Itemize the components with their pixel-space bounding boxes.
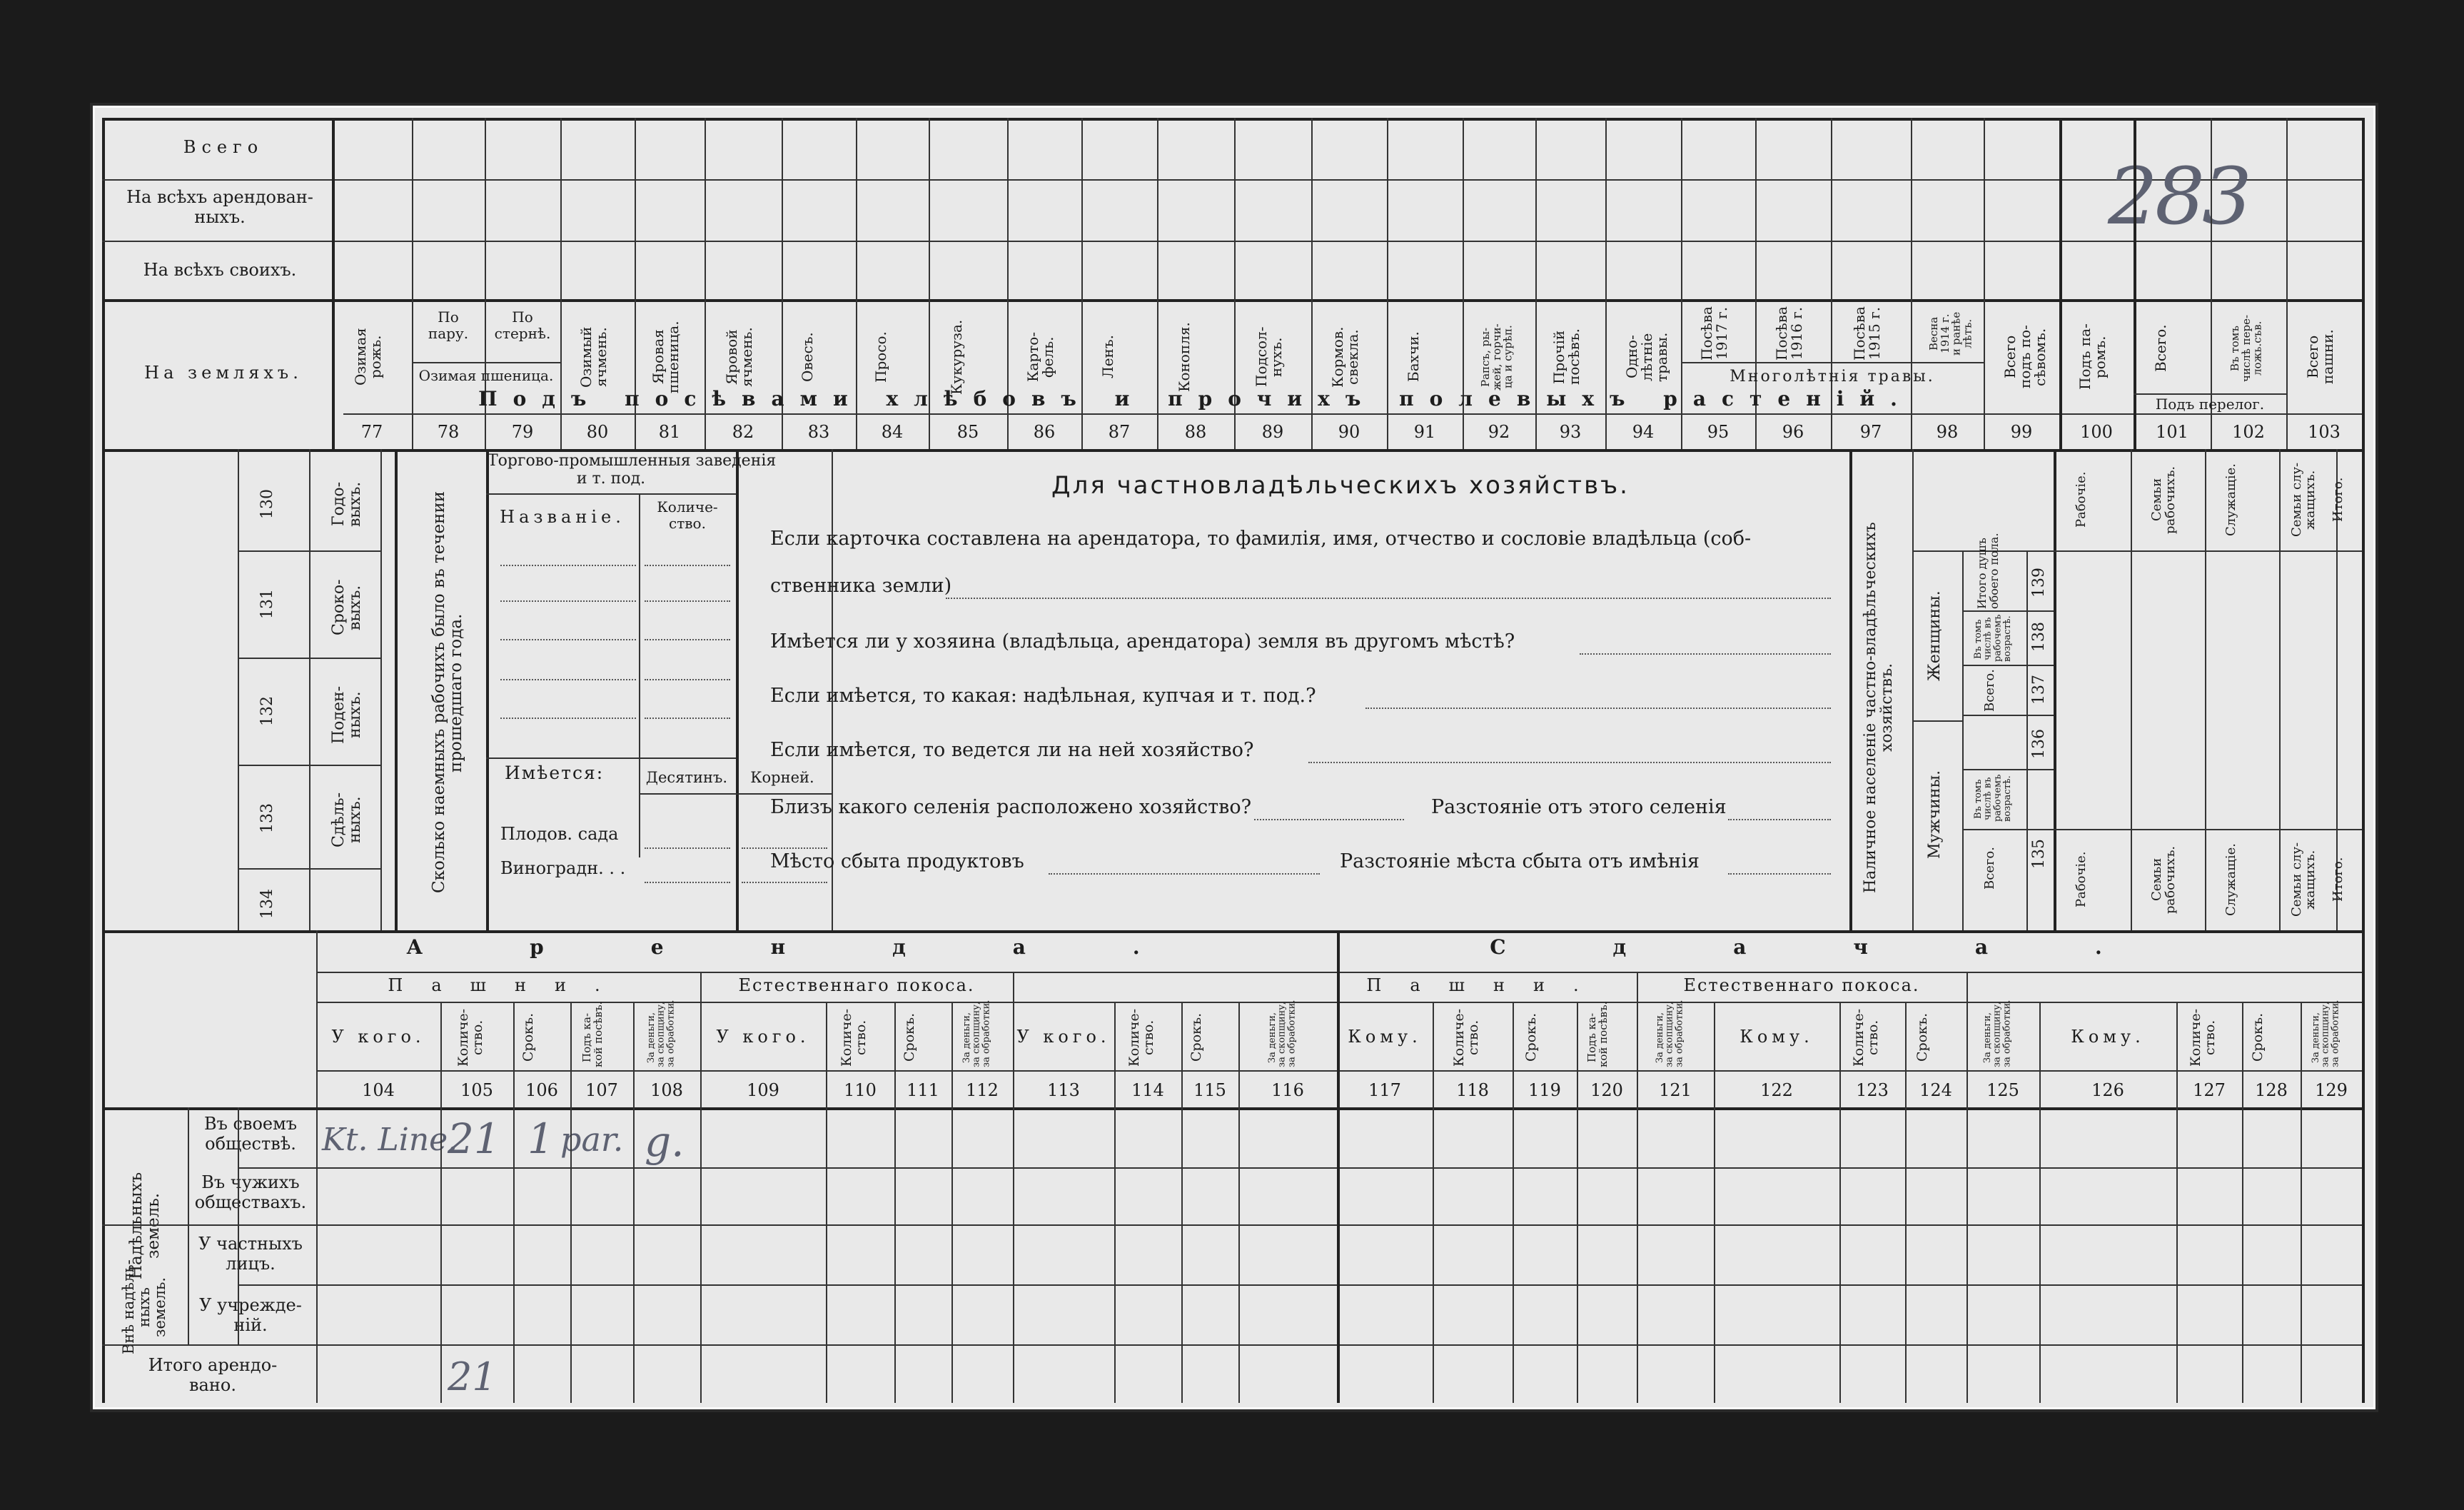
col-header-85: Кукуруза. xyxy=(948,319,965,395)
col-header-93: Прочій посѣвъ. xyxy=(1550,328,1582,386)
col-header-95: Посѣва 1917 г. xyxy=(1698,306,1730,361)
row-institutions: У учрежде- ній. xyxy=(199,1295,302,1335)
right-bottom-header-3: Семьи слу- жащихъ. xyxy=(2289,842,2318,917)
lease-col-number-127: 127 xyxy=(2193,1080,2226,1100)
distance-village-label: Разстояніе отъ этого селенія xyxy=(1431,796,1727,818)
col-header-88: Конопля. xyxy=(1176,322,1193,392)
workers-caption: Сколько наемныхъ рабочихъ было въ течении прошедшаго года. xyxy=(430,490,466,893)
col-number-89: 89 xyxy=(1261,422,1284,442)
lease-col-number-106: 106 xyxy=(525,1080,558,1100)
col-header-99: Всего подъ по- сѣвомъ. xyxy=(2001,325,2049,389)
subheader-125: За деньги, за скопщину, за обработки. xyxy=(1982,1000,2013,1067)
col-number-91: 91 xyxy=(1413,422,1436,442)
subheader-116: За деньги, за скопщину, за обработки. xyxy=(1267,1000,1298,1067)
num-132: 132 xyxy=(258,696,276,726)
subheader-110: Количе- ство. xyxy=(839,1008,869,1067)
lease-col-number-121: 121 xyxy=(1659,1080,1692,1100)
lease-col-number-108: 108 xyxy=(650,1080,683,1100)
col-header-77: Озимая рожь. xyxy=(352,328,384,386)
num-137: 137 xyxy=(2030,675,2048,705)
col-number-102: 102 xyxy=(2232,422,2265,442)
right-bottom-header-1: Семьи рабочихъ. xyxy=(2149,845,2178,914)
label-term: Сроко- выхъ. xyxy=(330,579,365,636)
lease-col-number-118: 118 xyxy=(1456,1080,1489,1100)
num-130: 130 xyxy=(258,489,276,519)
lease-col-number-111: 111 xyxy=(907,1080,939,1100)
group-pokos-1: Естественнаго покоса. xyxy=(738,975,975,995)
right-top-header-4: Итого. xyxy=(2331,477,2346,523)
census-card xyxy=(93,106,2375,1409)
market-label: Мѣсто сбыта продуктовъ xyxy=(770,850,1024,872)
row-label-on-lands: На земляхъ. xyxy=(144,363,303,383)
vineyard-label: Виноградн. . . xyxy=(500,858,626,878)
col-header-94: Одно- лѣтніе травы. xyxy=(1623,332,1670,382)
question-other-land: Имѣется ли у хозяина (владѣльца, арендатора) земля въ другомъ мѣстѣ? xyxy=(770,630,1515,653)
col-header-87: Ленъ. xyxy=(1099,335,1116,379)
lease-col-number-119: 119 xyxy=(1528,1080,1561,1100)
fallow-header: Подъ перелог. xyxy=(2155,396,2265,413)
col-number-83: 83 xyxy=(807,422,830,442)
lease-col-number-113: 113 xyxy=(1047,1080,1080,1100)
subheader-112: За деньги, за скопщину, за обработки. xyxy=(961,1000,992,1067)
col-number-95: 95 xyxy=(1707,422,1730,442)
private-line2: ственника земли) xyxy=(770,575,952,597)
garden-label: Плодов. сада xyxy=(500,824,619,844)
col-header-78: По пару. xyxy=(428,308,469,342)
question-land-type: Если имѣется, то какая: надѣльная, купчая и т. под.? xyxy=(770,685,1316,707)
col-header-91: Бахчи. xyxy=(1405,331,1422,383)
arenda-header: Аренда. xyxy=(406,935,1247,959)
lease-col-number-104: 104 xyxy=(362,1080,395,1100)
lease-col-number-114: 114 xyxy=(1131,1080,1164,1100)
right-bottom-header-0: Рабочіе. xyxy=(2074,851,2089,908)
col-number-98: 98 xyxy=(1936,422,1959,442)
col-number-85: 85 xyxy=(956,422,979,442)
col-number-77: 77 xyxy=(360,422,383,442)
right-top-header-1: Семьи рабочихъ. xyxy=(2149,465,2178,534)
row-own-community: Въ своемъ обществѣ. xyxy=(203,1114,298,1154)
subheader-114: Количе- ство. xyxy=(1126,1008,1156,1067)
col-header-103: Всего пашни. xyxy=(2304,329,2336,385)
col-number-78: 78 xyxy=(437,422,460,442)
men-total: Всего. xyxy=(1982,847,1997,890)
col-number-82: 82 xyxy=(732,422,754,442)
right-top-header-2: Служащіе. xyxy=(2223,463,2238,536)
col-number-103: 103 xyxy=(2308,422,2341,442)
private-line1: Если карточка составлена на арендатора, то фамилія, имя, отчество и сословіе владѣльца (соб- xyxy=(770,528,1752,550)
col-number-99: 99 xyxy=(2010,422,2033,442)
col-number-90: 90 xyxy=(1338,422,1360,442)
num-136: 136 xyxy=(2030,729,2048,759)
nadel-group-label: Надѣльныхъ земель. xyxy=(127,1172,163,1280)
right-top-header-0: Рабочіе. xyxy=(2074,471,2089,528)
col-header-84: Просо. xyxy=(872,331,889,383)
population-caption: Наличное населеніе частно-владѣльческихъ хозяйствъ. xyxy=(1862,522,1897,893)
subheader-120: Подъ ка- кой посѣвъ. xyxy=(1585,1001,1610,1067)
lease-col-number-115: 115 xyxy=(1193,1080,1226,1100)
lease-col-number-112: 112 xyxy=(966,1080,999,1100)
subheader-123: Количе- ство. xyxy=(1851,1008,1881,1067)
trade-qty-header: Количе- ство. xyxy=(657,498,718,532)
crops-band-caption: Подъ посѣвами хлѣбовъ и прочихъ полевыхъ растеній. xyxy=(478,387,1913,411)
row-label-own: На всѣхъ своихъ. xyxy=(143,260,297,280)
col-header-80: Озимый ячмень. xyxy=(577,326,610,388)
hw-quantity: 21 xyxy=(448,1114,500,1163)
question-farming: Если имѣется, то ведется ли на ней хозяйство? xyxy=(770,739,1254,761)
subheader-122: Кому. xyxy=(1740,1027,1814,1047)
col-number-92: 92 xyxy=(1488,422,1510,442)
col-number-79: 79 xyxy=(511,422,534,442)
lease-col-number-109: 109 xyxy=(747,1080,779,1100)
lease-col-number-110: 110 xyxy=(844,1080,877,1100)
subheader-113: У кого. xyxy=(1016,1027,1111,1047)
col-number-80: 80 xyxy=(586,422,609,442)
ozim-wheat-header: Озимая пшеница. xyxy=(418,367,554,384)
subheader-106: Срокъ. xyxy=(520,1012,536,1062)
distance-market-label: Разстояніе мѣста сбыта отъ имѣнія xyxy=(1340,850,1700,872)
subheader-118: Количе- ство. xyxy=(1451,1008,1481,1067)
lease-col-number-128: 128 xyxy=(2255,1080,2288,1100)
hw-payment: g. xyxy=(645,1117,685,1166)
lease-col-number-126: 126 xyxy=(2091,1080,2124,1100)
right-bottom-header-2: Служащіе. xyxy=(2223,843,2238,916)
hw-total: 21 xyxy=(448,1354,497,1399)
subheader-111: Срокъ. xyxy=(902,1012,917,1062)
lease-col-number-123: 123 xyxy=(1856,1080,1889,1100)
col-number-96: 96 xyxy=(1782,422,1804,442)
right-top-header-3: Семьи слу- жащихъ. xyxy=(2289,462,2318,538)
col-number-84: 84 xyxy=(881,422,904,442)
num-138: 138 xyxy=(2030,622,2048,652)
col-header-83: Овесъ. xyxy=(799,332,816,382)
lease-col-number-107: 107 xyxy=(585,1080,618,1100)
num-135: 135 xyxy=(2030,839,2048,869)
col-number-93: 93 xyxy=(1559,422,1582,442)
perennial-grass-header: Многолѣтнія травы. xyxy=(1730,368,1935,386)
men-working-age: Въ томъ числѣ въ рабочемъ возрастѣ. xyxy=(1973,774,2013,822)
subheader-104: У кого. xyxy=(331,1027,425,1047)
col-number-101: 101 xyxy=(2156,422,2188,442)
col-header-96: Посѣва 1916 г. xyxy=(1773,306,1805,361)
women-total: Всего. xyxy=(1982,669,1997,712)
lease-col-number-125: 125 xyxy=(1986,1080,2019,1100)
col-header-98: Весна 1914 г. и ранѣе лѣтъ. xyxy=(1927,311,1974,356)
col-number-97: 97 xyxy=(1859,422,1882,442)
trade-name-header: Названіе. xyxy=(500,507,625,527)
subheader-115: Срокъ. xyxy=(1188,1012,1204,1062)
lease-col-number-105: 105 xyxy=(460,1080,493,1100)
group-pashni-2: Пашни. xyxy=(1366,975,1607,995)
subheader-107: Подъ ка- кой посѣвъ. xyxy=(580,1001,605,1067)
num-133: 133 xyxy=(258,803,276,833)
right-bottom-header-4: Итого. xyxy=(2331,857,2346,902)
col-header-82: Яровой ячмень. xyxy=(723,327,755,387)
lease-col-number-116: 116 xyxy=(1271,1080,1304,1100)
lease-col-number-117: 117 xyxy=(1368,1080,1401,1100)
question-village: Близъ какого селенія расположено хозяйство? xyxy=(770,796,1252,818)
lease-col-number-124: 124 xyxy=(1919,1080,1952,1100)
subheader-128: Срокъ. xyxy=(2250,1012,2266,1062)
lease-col-number-129: 129 xyxy=(2315,1080,2348,1100)
col-header-89: Подсол- нухъ. xyxy=(1253,326,1285,388)
desyatin-header: Десятинъ. xyxy=(645,769,728,786)
label-daily: Поден- ныхъ. xyxy=(330,685,365,744)
subheader-105: Количе- ство. xyxy=(455,1008,485,1067)
subheader-129: За деньги, за скопщину, за обработки. xyxy=(2311,1000,2341,1067)
subheader-117: Кому. xyxy=(1348,1027,1422,1047)
col-number-86: 86 xyxy=(1033,422,1056,442)
col-header-102: Въ томъ числѣ пере- ложь.съв. xyxy=(2228,314,2264,383)
row-label-leased: На всѣхъ арендован- ныхъ. xyxy=(126,187,313,227)
col-number-88: 88 xyxy=(1184,422,1207,442)
total-both-sexes: Итого душъ обоего пола. xyxy=(1975,533,2001,609)
has-label: Имѣется: xyxy=(505,762,605,783)
num-131: 131 xyxy=(258,589,276,619)
label-yearly: Годо- выхъ. xyxy=(330,481,365,527)
group-pashni-0: Пашни. xyxy=(388,975,629,995)
col-header-92: Рапсъ, ры- жей, горчи- ца и сурѣп. xyxy=(1479,323,1515,391)
subheader-124: Срокъ. xyxy=(1914,1012,1930,1062)
col-number-94: 94 xyxy=(1632,422,1655,442)
hw-term: 1 xyxy=(527,1114,554,1163)
subheader-126: Кому. xyxy=(2071,1027,2145,1047)
num-134: 134 xyxy=(258,889,276,919)
col-header-101: Всего. xyxy=(2152,324,2169,373)
label-piecework: Сдѣль- ныхъ. xyxy=(330,792,365,848)
row-other-communities: Въ чужихъ обществахъ. xyxy=(194,1172,307,1212)
sdacha-header: Сдача. xyxy=(1490,935,2209,959)
col-header-81: Яровая пшеница. xyxy=(650,321,682,393)
group-pokos-3: Естественнаго покоса. xyxy=(1683,975,1920,995)
num-139: 139 xyxy=(2030,568,2048,598)
hw-from-whom: Kt. Line. xyxy=(322,1122,458,1158)
col-header-100: Подъ па- ромъ. xyxy=(2076,323,2109,391)
subheader-119: Срокъ. xyxy=(1523,1012,1539,1062)
subheader-127: Количе- ство. xyxy=(2188,1008,2218,1067)
lease-col-number-120: 120 xyxy=(1590,1080,1623,1100)
col-number-100: 100 xyxy=(2080,422,2113,442)
women-label: Женщины. xyxy=(1926,590,1944,682)
col-number-87: 87 xyxy=(1108,422,1131,442)
subheader-121: За деньги, за скопщину, за обработки. xyxy=(1655,1000,1685,1067)
row-total-leased: Итого арендо- вано. xyxy=(148,1355,278,1395)
col-header-97: Посѣва 1915 г. xyxy=(1851,306,1883,361)
stamp-page-number: 283 xyxy=(2108,151,2249,242)
col-header-86: Карто- фель. xyxy=(1024,331,1056,383)
vne-group-label: Внѣ надѣль- ныхъ земель. xyxy=(120,1259,169,1355)
subheader-108: За деньги, за скопщину, за обработки. xyxy=(646,1000,677,1067)
men-label: Мужчины. xyxy=(1926,770,1944,860)
col-number-81: 81 xyxy=(658,422,681,442)
private-title: Для частновладѣльческихъ хозяйствъ. xyxy=(1051,471,1630,500)
row-label-total: Всего xyxy=(183,137,264,157)
women-working-age: Въ томъ числѣ въ рабочемъ возрастѣ. xyxy=(1973,614,2013,662)
subheader-109: У кого. xyxy=(716,1027,810,1047)
trade-title: Торгово-промышленныя заведенія и т. под. xyxy=(488,452,777,488)
hw-crop: par. xyxy=(560,1120,624,1159)
roots-header: Корней. xyxy=(750,769,814,786)
col-header-90: Кормов. свекла. xyxy=(1329,326,1361,388)
row-private-persons: У частныхъ лицъ. xyxy=(198,1234,303,1274)
col-header-79: По стернѣ. xyxy=(494,308,551,342)
lease-col-number-122: 122 xyxy=(1760,1080,1793,1100)
